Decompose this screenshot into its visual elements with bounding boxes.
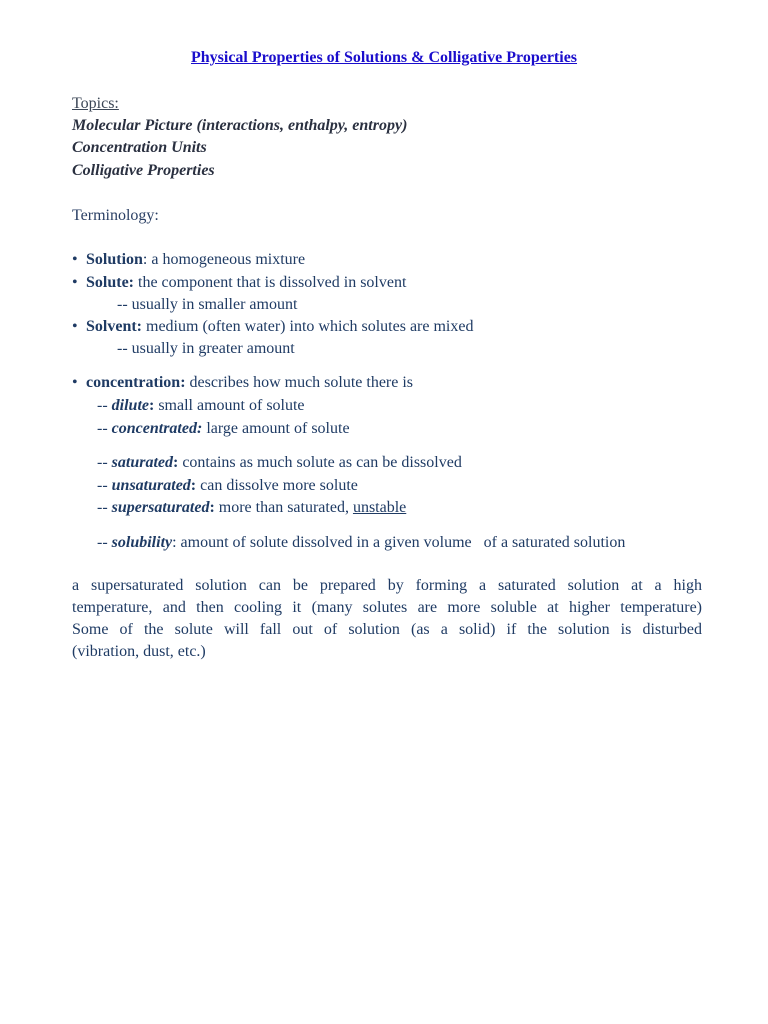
bullet-icon: •	[72, 374, 78, 391]
term-label: dilute	[111, 397, 149, 414]
term-definition: the component that is dissolved in solvent	[134, 274, 407, 291]
term-definition: more than saturated,	[214, 499, 353, 516]
paragraph-line: temperature, and then cooling it (many solutes are more soluble at higher temperature)	[72, 599, 702, 616]
term-solution	[72, 250, 305, 270]
term-definition: : a homogeneous mixture	[142, 251, 306, 268]
paragraph-line: Some of the solute will fall out of solution (as a solid) if the solution is disturbed	[72, 621, 702, 638]
term-colon: :	[190, 477, 197, 494]
term-unsaturated	[97, 476, 358, 496]
term-concentration	[72, 373, 413, 393]
paragraph-line: (vibration, dust, etc.)	[72, 643, 206, 660]
term-supersaturated	[97, 498, 406, 518]
term-solubility	[97, 533, 625, 553]
topics-label: Topics:	[72, 95, 119, 112]
dash-prefix: --	[97, 454, 112, 471]
term-label: unsaturated	[111, 477, 191, 494]
term-definition: : amount of solute dissolved in a given volume of a saturated solution	[172, 534, 626, 551]
bullet-icon: •	[72, 274, 78, 291]
bullet-icon: •	[72, 318, 78, 335]
term-concentrated	[97, 419, 350, 439]
terminology-label: Terminology:	[72, 207, 159, 224]
term-label: Solution	[86, 251, 143, 268]
term-colon: :	[209, 499, 215, 516]
topic-item: Molecular Picture (interactions, enthalpy, entropy)	[72, 117, 408, 134]
term-note: -- usually in smaller amount	[117, 296, 298, 313]
term-label: Solute:	[86, 274, 134, 291]
topic-item: Colligative Properties	[72, 162, 215, 179]
dash-prefix: --	[97, 397, 112, 414]
term-label: saturated	[111, 454, 173, 471]
term-definition: contains as much solute as can be dissolved	[178, 454, 462, 471]
term-label: Solvent:	[86, 318, 142, 335]
dash-prefix: --	[97, 420, 112, 437]
term-definition: large amount of solute	[202, 420, 350, 437]
term-solute	[72, 273, 406, 293]
term-dilute	[97, 396, 305, 416]
term-label: concentration:	[86, 374, 186, 391]
term-definition: small amount of solute	[154, 397, 305, 414]
term-definition: can dissolve more solute	[196, 477, 358, 494]
topic-item: Concentration Units	[72, 139, 207, 156]
bullet-icon: •	[72, 251, 78, 268]
paragraph-line: a supersaturated solution can be prepared by forming a saturated solution at a high	[72, 577, 702, 594]
term-colon: :	[149, 397, 155, 414]
dash-prefix: --	[97, 477, 112, 494]
term-note: -- usually in greater amount	[117, 340, 295, 357]
term-colon: :	[173, 454, 179, 471]
term-label: supersaturated	[111, 499, 210, 516]
term-solvent	[72, 317, 473, 337]
term-label: concentrated:	[111, 420, 203, 437]
term-definition: medium (often water) into which solutes are mixed	[142, 318, 474, 335]
term-label: solubility	[111, 534, 173, 551]
body-paragraph	[72, 575, 702, 663]
document-title[interactable]: Physical Properties of Solutions & Colligative Properties	[190, 49, 578, 66]
dash-prefix: --	[97, 499, 112, 516]
term-saturated	[97, 453, 462, 473]
term-definition: describes how much solute there is	[185, 374, 414, 391]
underlined-word: unstable	[352, 499, 407, 516]
dash-prefix: --	[97, 534, 112, 551]
